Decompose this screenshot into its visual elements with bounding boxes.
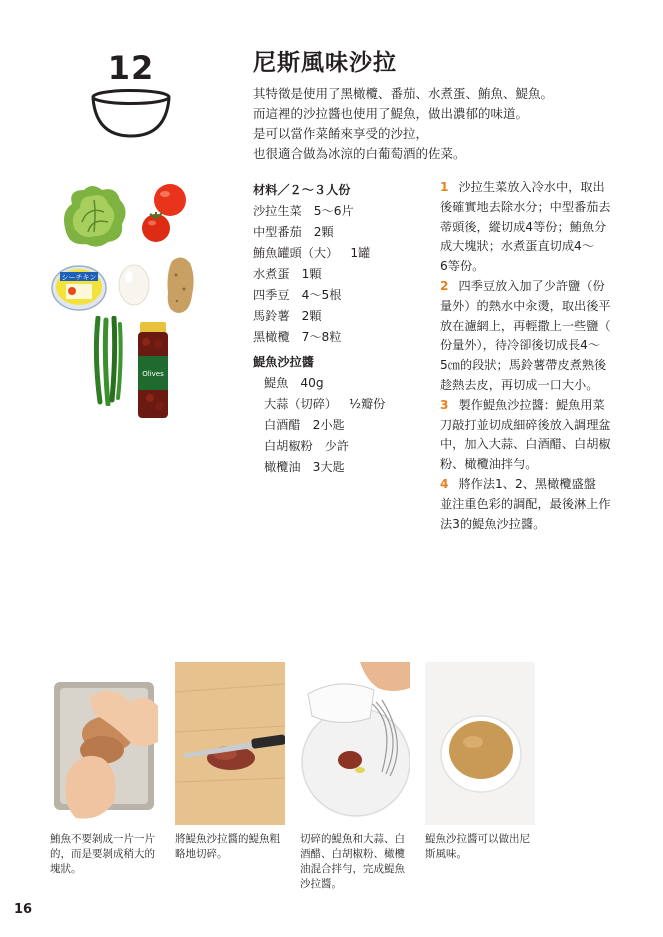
tuna-can-label: シーチキン bbox=[61, 273, 97, 282]
sauce-heading: 鯷魚沙拉醬 bbox=[253, 355, 314, 369]
process-caption-2 bbox=[175, 832, 287, 862]
step-line: 5㎝的段狀；馬鈴薯帶皮煮熟後 bbox=[440, 358, 607, 373]
caption-line: 塊狀。 bbox=[50, 863, 82, 875]
step-number: 1 bbox=[440, 180, 449, 194]
ingredient-qty: 1顆 bbox=[301, 267, 322, 281]
intro-line: 是可以當作菜餚來享受的沙拉， bbox=[253, 126, 429, 141]
intro-line: 而這裡的沙拉醬也使用了鯷魚，做出濃郁的味道。 bbox=[253, 106, 529, 121]
page-number: 16 bbox=[14, 902, 33, 917]
process-photo-3 bbox=[300, 662, 410, 825]
ingredient-row bbox=[253, 327, 443, 348]
step-1 bbox=[440, 178, 620, 277]
recipe-title: 尼斯風味沙拉 bbox=[253, 50, 397, 76]
ingredient-qty: 4～5根 bbox=[301, 288, 342, 302]
ingredient-qty: 2顆 bbox=[313, 225, 334, 239]
process-caption-4 bbox=[425, 832, 537, 862]
caption-line: 油混合拌勻，完成鯷魚 bbox=[300, 863, 405, 875]
caption-line: 略地切碎。 bbox=[175, 848, 228, 860]
olive-jar-label: Olives bbox=[142, 370, 164, 378]
ingredient-qty: 少許 bbox=[324, 439, 350, 453]
ingredients-heading: 材料／２～３人份 bbox=[253, 183, 351, 197]
step-line: 四季豆放入加了少許鹽（份 bbox=[458, 278, 605, 293]
step-number: 2 bbox=[440, 278, 449, 293]
ingredient-qty: 3大匙 bbox=[312, 460, 345, 474]
process-caption-3 bbox=[300, 832, 412, 892]
ingredient-qty: 2顆 bbox=[301, 309, 322, 323]
ingredient-name: 橄欖油 bbox=[264, 460, 301, 474]
bowl-icon bbox=[90, 88, 172, 140]
olive-jar-photo bbox=[136, 322, 170, 420]
ingredient-row bbox=[253, 264, 443, 285]
sauce-ingredient-row bbox=[253, 436, 443, 457]
step-line: 刀敲打並切成細碎後放入調理盆 bbox=[440, 417, 611, 432]
caption-line: 沙拉醬。 bbox=[300, 878, 342, 890]
step-line: 份量外），待冷卻後切成長4～ bbox=[440, 338, 601, 353]
step-2 bbox=[440, 277, 620, 396]
step-line: 將作法1、2、黑橄欖盛盤 bbox=[458, 476, 596, 491]
sauce-ingredient-row bbox=[253, 394, 443, 415]
lettuce-photo bbox=[58, 182, 130, 250]
step-line: 法3的鯷魚沙拉醬。 bbox=[440, 516, 546, 531]
step-number: 4 bbox=[440, 476, 449, 491]
ingredient-row bbox=[253, 285, 443, 306]
ingredient-row bbox=[253, 222, 443, 243]
ingredient-name: 鯷魚 bbox=[264, 376, 289, 390]
process-caption-1 bbox=[50, 832, 162, 877]
ingredient-qty: 5～6片 bbox=[313, 204, 354, 218]
ingredient-qty: 1罐 bbox=[350, 246, 371, 260]
ingredient-name: 中型番茄 bbox=[253, 225, 302, 239]
recipe-intro bbox=[253, 84, 613, 164]
step-line: 放在濾網上，再輕撒上一些鹽（ bbox=[440, 318, 611, 333]
step-line: 粉、橄欖油拌勻。 bbox=[440, 457, 538, 472]
ingredient-qty: 40g bbox=[300, 376, 324, 390]
ingredient-row bbox=[253, 243, 443, 264]
ingredient-row bbox=[253, 201, 443, 222]
step-line: 沙拉生菜放入冷水中，取出 bbox=[458, 180, 605, 194]
potato-photo bbox=[164, 255, 196, 317]
tomato-photo bbox=[140, 180, 190, 246]
ingredient-qty: 7～8粒 bbox=[301, 330, 342, 344]
step-line: 成大塊狀；水煮蛋直切成4～ bbox=[440, 239, 595, 254]
step-line: 製作鯷魚沙拉醬：鯷魚用菜 bbox=[458, 397, 605, 412]
recipe-number: 12 bbox=[107, 49, 155, 87]
ingredient-name: 黑橄欖 bbox=[253, 330, 290, 344]
green-beans-photo bbox=[92, 316, 126, 406]
egg-photo bbox=[117, 261, 151, 307]
step-line: 6等份。 bbox=[440, 259, 485, 274]
step-line: 趁熱去皮，再切成一口大小。 bbox=[440, 377, 599, 392]
ingredient-name: 馬鈴薯 bbox=[253, 309, 290, 323]
caption-line: 的，而是要剝成稍大的 bbox=[50, 848, 155, 860]
step-line: 中，加入大蒜、白酒醋、白胡椒 bbox=[440, 437, 611, 452]
sauce-ingredient-row bbox=[253, 457, 443, 478]
ingredient-name: 白酒醋 bbox=[264, 418, 301, 432]
ingredient-name: 白胡椒粉 bbox=[264, 439, 313, 453]
sauce-ingredient-row bbox=[253, 373, 443, 394]
step-line: 並注重色彩的調配，最後淋上作 bbox=[440, 496, 611, 511]
step-line: 蒂頭後，縱切成4等份；鮪魚分 bbox=[440, 219, 607, 234]
ingredients-list bbox=[253, 180, 443, 478]
process-photo-1 bbox=[50, 662, 160, 825]
caption-line: 將鯷魚沙拉醬的鯷魚粗 bbox=[175, 833, 280, 845]
step-4 bbox=[440, 475, 620, 534]
caption-line: 鮪魚不要剝成一片一片 bbox=[50, 833, 155, 845]
ingredient-name: 四季豆 bbox=[253, 288, 290, 302]
step-line: 後確實地去除水分；中型番茄去 bbox=[440, 199, 611, 214]
steps-list bbox=[440, 178, 620, 534]
caption-line: 鯷魚沙拉醬可以做出尼 bbox=[425, 833, 530, 845]
ingredient-row bbox=[253, 306, 443, 327]
intro-line: 也很適合做為冰涼的白葡萄酒的佐菜。 bbox=[253, 146, 466, 161]
caption-line: 酒醋、白胡椒粉、橄欖 bbox=[300, 848, 405, 860]
tuna-can-photo bbox=[50, 262, 108, 312]
step-3 bbox=[440, 396, 620, 475]
process-photo-4 bbox=[425, 662, 535, 825]
caption-line: 切碎的鯷魚和大蒜、白 bbox=[300, 833, 405, 845]
sauce-ingredient-row bbox=[253, 415, 443, 436]
ingredient-qty: ½瓣份 bbox=[349, 397, 386, 411]
intro-line: 其特徵是使用了黑橄欖、番茄、水煮蛋、鮪魚、鯷魚。 bbox=[253, 86, 554, 101]
ingredient-qty: 2小匙 bbox=[312, 418, 345, 432]
ingredient-name: 鮪魚罐頭（大） bbox=[253, 246, 339, 260]
step-line: 量外）的熱水中汆燙，取出後平 bbox=[440, 298, 611, 313]
step-number: 3 bbox=[440, 397, 449, 412]
ingredient-name: 水煮蛋 bbox=[253, 267, 290, 281]
ingredient-name: 大蒜（切碎） bbox=[264, 397, 338, 411]
caption-line: 斯風味。 bbox=[425, 848, 467, 860]
process-photo-2 bbox=[175, 662, 285, 825]
ingredient-name: 沙拉生菜 bbox=[253, 204, 302, 218]
